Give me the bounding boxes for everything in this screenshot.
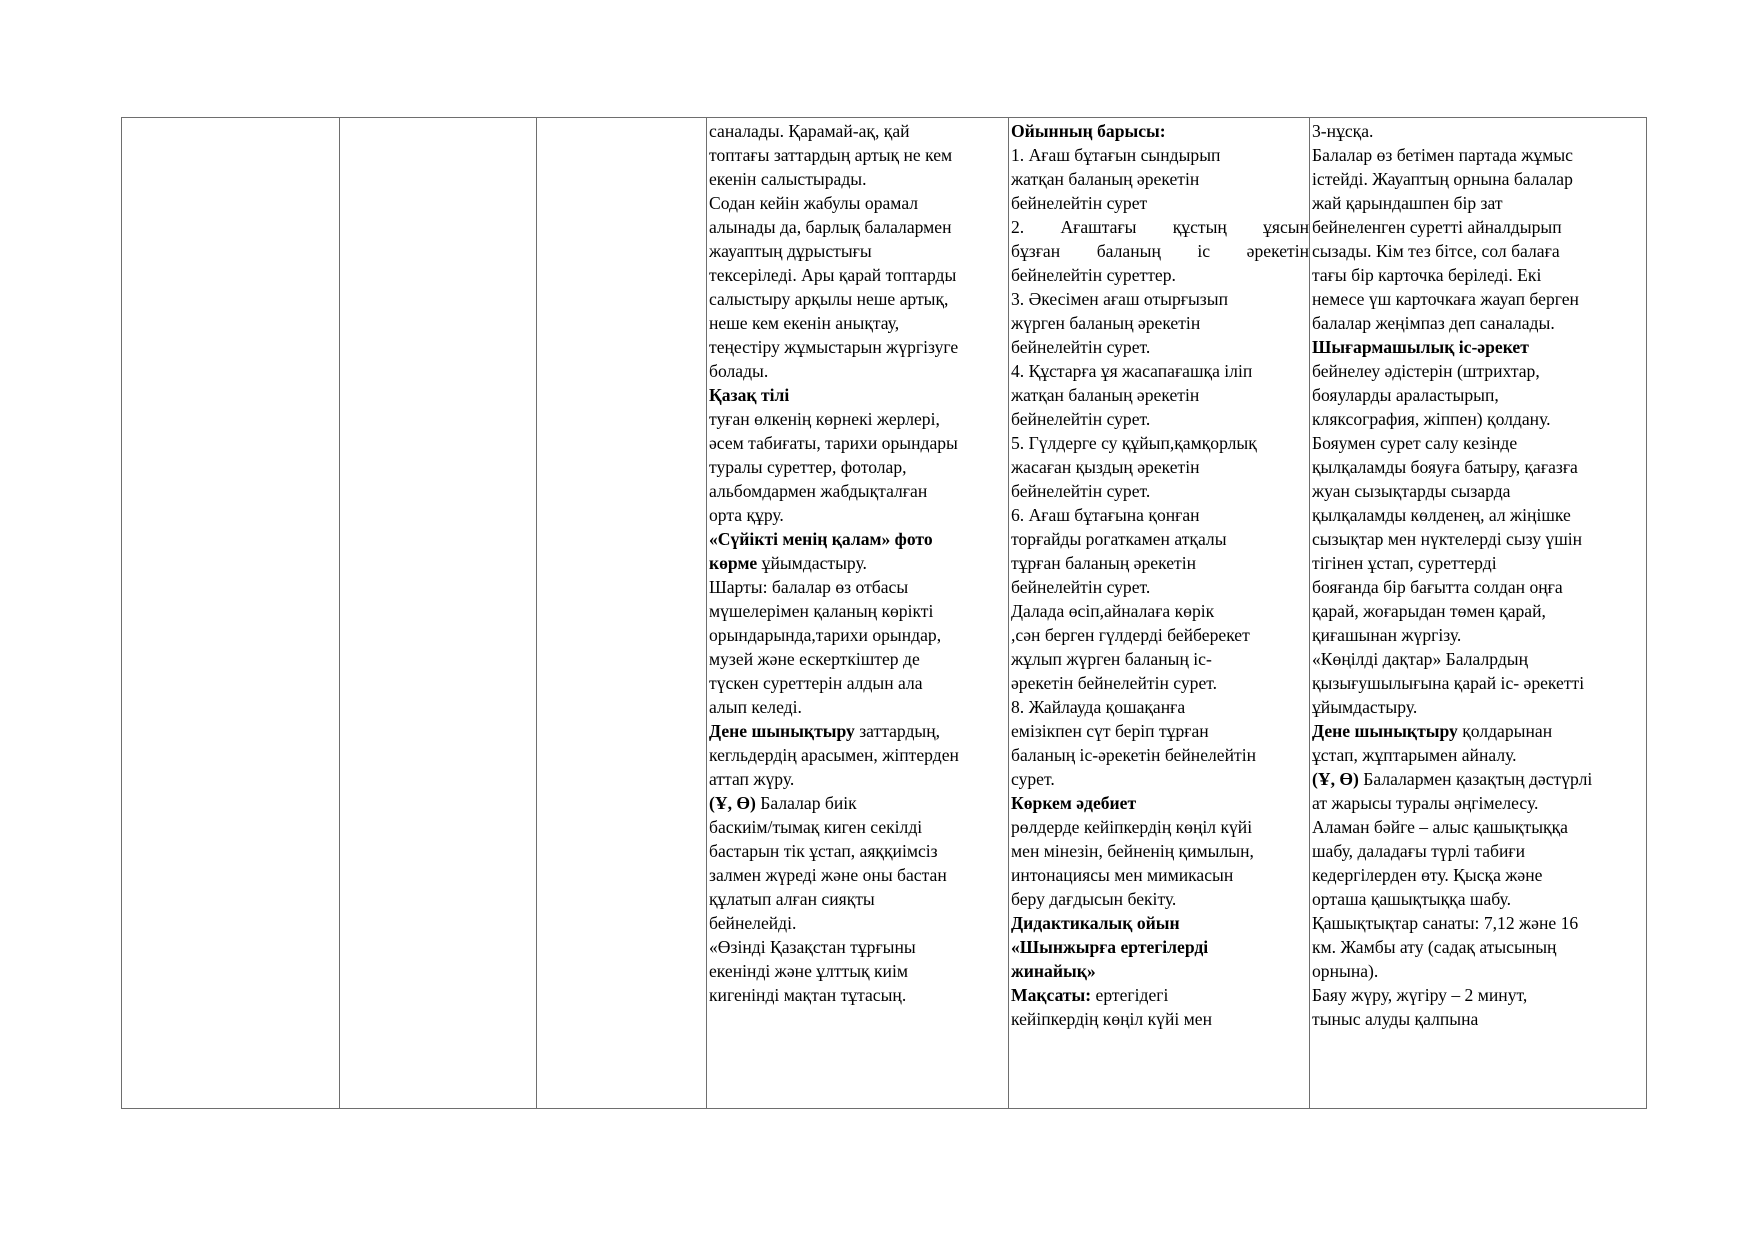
line-text: кедергілерден өту. Қысқа және [1312,865,1543,885]
bold-heading: Көркем әдебиет [1011,793,1137,813]
line-text: бейнелейтін сурет [1011,193,1148,213]
line-text: құлатып алған сияқты [709,889,875,909]
text-line [709,767,1008,791]
text-line [709,191,1008,215]
text-line [1011,191,1309,215]
text-line [709,479,1008,503]
text-line [1312,1007,1646,1031]
text-line [709,143,1008,167]
line-text: 3. Әкесімен ағаш отырғызып [1011,289,1228,309]
line-text: топтағы заттардың артық не кем [709,145,953,165]
line-text: тұрған баланың әрекетін [1011,553,1197,573]
line-text: Далада өсіп,айналаға көрік [1011,601,1215,621]
line-text: жатқан баланың әрекетін [1011,169,1200,189]
text-line [709,263,1008,287]
line-text: алынады да, барлық балалармен [709,217,952,237]
text-line [709,503,1008,527]
text-line [1011,719,1309,743]
line-text: ,сән берген гүлдерді бейберекет [1011,625,1250,645]
line-text: саналады. Қарамай-ақ, қай [709,121,910,141]
text-line [709,407,1008,431]
text-line [1011,695,1309,719]
line-text: Бояумен сурет салу кезінде [1312,433,1518,453]
text-line [1312,431,1646,455]
line-text: 6. Ағаш бұтағына қонған [1011,505,1200,525]
line-text: 4. Құстарға ұя жасапағашқа іліп [1011,361,1253,381]
text-line [709,959,1008,983]
text-line [709,623,1008,647]
line-text: шабу, даладағы түрлі табиғи [1312,841,1525,861]
text-line [709,215,1008,239]
text-line [1312,599,1646,623]
text-line [1312,743,1646,767]
empty-cell-3 [537,118,707,1109]
text-line [1011,359,1309,383]
bold-heading: көрме [709,553,758,573]
text-line [709,695,1008,719]
text-line [709,383,1008,407]
line-text: орындарында,тарихи орындар, [709,625,942,645]
text-line [1312,983,1646,1007]
bold-heading: «Сүйікті менің қалам» фото [709,529,933,549]
line-text: кегльдердің арасымен, жіптерден [709,745,959,765]
line-text: жасаған қыздың әрекетін [1011,457,1200,477]
line-text: әсем табиғаты, тарихи орындары [709,433,958,453]
line-text: альбомдармен жабдықталған [709,481,928,501]
line-text: бейнелейтін сурет. [1011,577,1151,597]
line-text: екенінді және ұлттық киім [709,961,908,981]
text-line [1312,335,1646,359]
text-line [709,335,1008,359]
text-line [709,287,1008,311]
line-text: кейіпкердің көңіл күйі мен [1011,1009,1213,1029]
text-line [1312,911,1646,935]
text-line [1011,311,1309,335]
bold-heading: Қазақ тілі [709,385,790,405]
bold-heading: жинайық» [1011,961,1096,981]
line-text: мен мінезін, бейненің қимылын, [1011,841,1254,861]
text-line [1011,215,1309,239]
line-text: Балалар өз бетімен партада жұмыс [1312,145,1573,165]
line-text: 1. Ағаш бұтағын сындырып [1011,145,1221,165]
line-text: емізікпен сүт беріп тұрған [1011,721,1209,741]
line-text: болады. [709,361,769,381]
bold-heading: Дене шынықтыру [1312,721,1458,741]
text-line [1011,551,1309,575]
line-text: қиғашынан жүргізу. [1312,625,1462,645]
line-text: Шарты: балалар өз отбасы [709,577,909,597]
line-text: балалар жеңімпаз деп саналады. [1312,313,1555,333]
line-text: баскиім/тымақ киген секілді [709,817,923,837]
text-line [1312,551,1646,575]
text-line [709,239,1008,263]
text-line [1312,575,1646,599]
line-text: сурет. [1011,769,1055,789]
text-line [709,311,1008,335]
text-line [709,671,1008,695]
line-text: орташа қашықтыққа шабу. [1312,889,1511,909]
line-text: 3-нұсқа. [1312,121,1374,141]
text-line [1011,575,1309,599]
text-line [1312,527,1646,551]
text-line [1011,503,1309,527]
text-line [709,983,1008,1007]
text-line [1011,983,1309,1007]
line-text: кляксография, жіппен) қолдану. [1312,409,1551,429]
text-line [1011,815,1309,839]
line-text: жауаптың дұрыстығы [709,241,872,261]
text-line [1312,239,1646,263]
text-line [709,911,1008,935]
activities-cell-col5 [1009,118,1310,1109]
line-text: туралы суреттер, фотолар, [709,457,907,477]
text-line [1011,527,1309,551]
text-line [1312,383,1646,407]
line-text: бояғанда бір бағытта солдан оңға [1312,577,1563,597]
text-line [1011,143,1309,167]
text-line [1312,263,1646,287]
line-text: ұстап, жұптарымен айналу. [1312,745,1517,765]
bold-heading: (Ұ, Ө) [709,793,756,813]
line-text: бейнелейді. [709,913,797,933]
text-line [1011,119,1309,143]
line-text: тағы бір карточка беріледі. Екі [1312,265,1542,285]
line-text: «Көңілді дақтар» Балалрдың [1312,649,1529,669]
line-text-tail: заттардың, [854,721,941,741]
plan-table [121,117,1647,1109]
line-text: музей және ескерткіштер де [709,649,920,669]
text-line [1312,167,1646,191]
line-text-tail: ертегідегі [1091,985,1169,1005]
text-line [1011,911,1309,935]
text-line [709,719,1008,743]
text-line [1312,119,1646,143]
text-line [1011,287,1309,311]
line-text: бейнелеу әдістерін (штрихтар, [1312,361,1540,381]
line-text: ұйымдастыру. [1312,697,1418,717]
line-text: неше кем екенін анықтау, [709,313,900,333]
line-text: Қашықтықтар санаты: 7,12 және 16 [1312,913,1579,933]
line-text: қылқаламды көлденең, ал жіңішке [1312,505,1571,525]
line-text: тігінен ұстап, суреттерді [1312,553,1497,573]
table-row [122,118,1647,1109]
text-line [709,599,1008,623]
text-line [709,839,1008,863]
text-line [1011,239,1309,263]
line-text: қызығушылығына қарай іс- әрекетті [1312,673,1585,693]
line-text: туған өлкенің көрнекі жерлері, [709,409,940,429]
line-text: теңестіру жұмыстарын жүргізуге [709,337,959,357]
text-line [709,455,1008,479]
bold-heading: Ойынның барысы: [1011,121,1166,141]
text-line [1011,335,1309,359]
text-line [1011,839,1309,863]
line-text: екенін салыстырады. [709,169,867,189]
text-line [709,935,1008,959]
line-text: тексеріледі. Ары қарай топтарды [709,265,957,285]
text-line [1011,407,1309,431]
line-text-tail: ұйымдастыру. [757,553,867,573]
text-line [1312,695,1646,719]
activities-cell-col4 [707,118,1009,1109]
text-line [1011,599,1309,623]
line-text: «Өзінді Қазақстан тұрғыны [709,937,916,957]
line-text: кигенінді мақтан тұтасың. [709,985,907,1005]
line-text: орнына). [1312,961,1379,981]
bold-heading: «Шынжырға ертегілерді [1011,937,1209,957]
text-line [1312,359,1646,383]
text-line [1312,479,1646,503]
text-line [1011,887,1309,911]
text-line [1312,887,1646,911]
line-text: бейнеленген суретті айналдырып [1312,217,1562,237]
text-line [709,887,1008,911]
line-text: қылқаламды бояуға батыру, қағазға [1312,457,1578,477]
text-line [1312,191,1646,215]
line-text: 5. Гүлдерге су құйып,қамқорлық [1011,433,1257,453]
text-line [1312,623,1646,647]
bold-heading: (Ұ, Ө) [1312,769,1359,789]
text-line [1011,743,1309,767]
line-text: жұлып жүрген баланың іс- [1011,649,1212,669]
text-line [1011,1007,1309,1031]
text-line [709,647,1008,671]
line-text: тыныс алуды қалпына [1312,1009,1479,1029]
text-line [1312,863,1646,887]
line-text: жатқан баланың әрекетін [1011,385,1200,405]
line-text: беру дағдысын бекіту. [1011,889,1177,909]
text-line [1011,383,1309,407]
text-line [1011,863,1309,887]
line-text: бастарын тік ұстап, аяққиімсіз [709,841,938,861]
text-line [709,863,1008,887]
text-line [1011,479,1309,503]
line-text: залмен жүреді және оны бастан [709,865,947,885]
line-text: торғайды рогаткамен атқалы [1011,529,1227,549]
line-text-tail: Балалармен қазақтың дәстүрлі [1358,769,1593,789]
text-line [709,527,1008,551]
text-line [1011,455,1309,479]
text-line [1011,935,1309,959]
text-line [1312,839,1646,863]
text-line [1011,647,1309,671]
line-text: алып келеді. [709,697,802,717]
line-text: әрекетін бейнелейтін сурет. [1011,673,1218,693]
text-line [1312,671,1646,695]
empty-cell-1 [122,118,340,1109]
text-line [1312,959,1646,983]
line-text: интонациясы мен мимикасын [1011,865,1234,885]
text-line [1011,623,1309,647]
text-line [1011,791,1309,815]
text-line [709,815,1008,839]
line-text: 2. Ағаштағы құстың ұясын [1011,217,1309,237]
text-line [709,791,1008,815]
text-line [709,551,1008,575]
line-text: рөлдерде кейіпкердің көңіл күйі [1011,817,1253,837]
bold-heading: Шығармашылық іс-әрекет [1312,337,1529,357]
text-line [1312,935,1646,959]
line-text: қарай, жоғарыдан төмен қарай, [1312,601,1546,621]
activities-cell-col6 [1310,118,1647,1109]
bold-heading: Мақсаты: [1011,985,1092,1005]
line-text: баланың іс-әрекетін бейнелейтін [1011,745,1256,765]
line-text: мүшелерімен қаланың көрікті [709,601,934,621]
line-text: аттап жүру. [709,769,795,789]
text-line [1011,431,1309,455]
text-line [709,167,1008,191]
line-text: сызықтар мен нүктелерді сызу үшін [1312,529,1583,549]
text-line [1011,959,1309,983]
text-line [1312,503,1646,527]
line-text: 8. Жайлауда қошақанға [1011,697,1186,717]
text-line [709,431,1008,455]
text-line [1011,767,1309,791]
line-text: Содан кейін жабулы орамал [709,193,919,213]
line-text: ат жарысы туралы әңгімелесу. [1312,793,1539,813]
line-text: жүрген баланың әрекетін [1011,313,1201,333]
line-text: км. Жамбы ату (садақ атысының [1312,937,1557,957]
line-text: сызады. Кім тез бітсе, сол балаға [1312,241,1560,261]
text-line [709,119,1008,143]
text-line [1312,719,1646,743]
line-text: бейнелейтін сурет. [1011,409,1151,429]
line-text: бояуларды араластырып, [1312,385,1499,405]
line-text: істейді. Жауаптың орнына балалар [1312,169,1573,189]
text-line [1312,791,1646,815]
line-text: бейнелейтін суреттер. [1011,265,1176,285]
text-line [1011,263,1309,287]
text-line [1011,671,1309,695]
bold-heading: Дене шынықтыру [709,721,855,741]
text-line [1312,287,1646,311]
empty-cell-2 [340,118,537,1109]
text-line [1312,215,1646,239]
text-line [1312,311,1646,335]
line-text: түскен суреттерін алдын ала [709,673,923,693]
text-line [1312,455,1646,479]
text-line [1011,167,1309,191]
line-text: Баяу жүру, жүгіру – 2 минут, [1312,985,1528,1005]
text-line [709,743,1008,767]
line-text: жуан сызықтарды сызарда [1312,481,1511,501]
text-line [709,575,1008,599]
line-text: Аламан бәйге – алыс қашықтыққа [1312,817,1568,837]
line-text: бұзған баланың іс әрекетін [1011,241,1309,261]
text-line [1312,767,1646,791]
text-line [1312,815,1646,839]
line-text: бейнелейтін сурет. [1011,337,1151,357]
line-text: бейнелейтін сурет. [1011,481,1151,501]
text-line [709,359,1008,383]
line-text: орта құру. [709,505,784,525]
bold-heading: Дидактикалық ойын [1011,913,1180,933]
line-text: салыстыру арқылы неше артық, [709,289,949,309]
line-text-tail: қолдарынан [1457,721,1553,741]
text-line [1312,143,1646,167]
text-line [1312,647,1646,671]
line-text-tail: Балалар биік [755,793,857,813]
line-text: жай қарындашпен бір зат [1312,193,1503,213]
line-text: немесе үш карточкаға жауап берген [1312,289,1579,309]
text-line [1312,407,1646,431]
